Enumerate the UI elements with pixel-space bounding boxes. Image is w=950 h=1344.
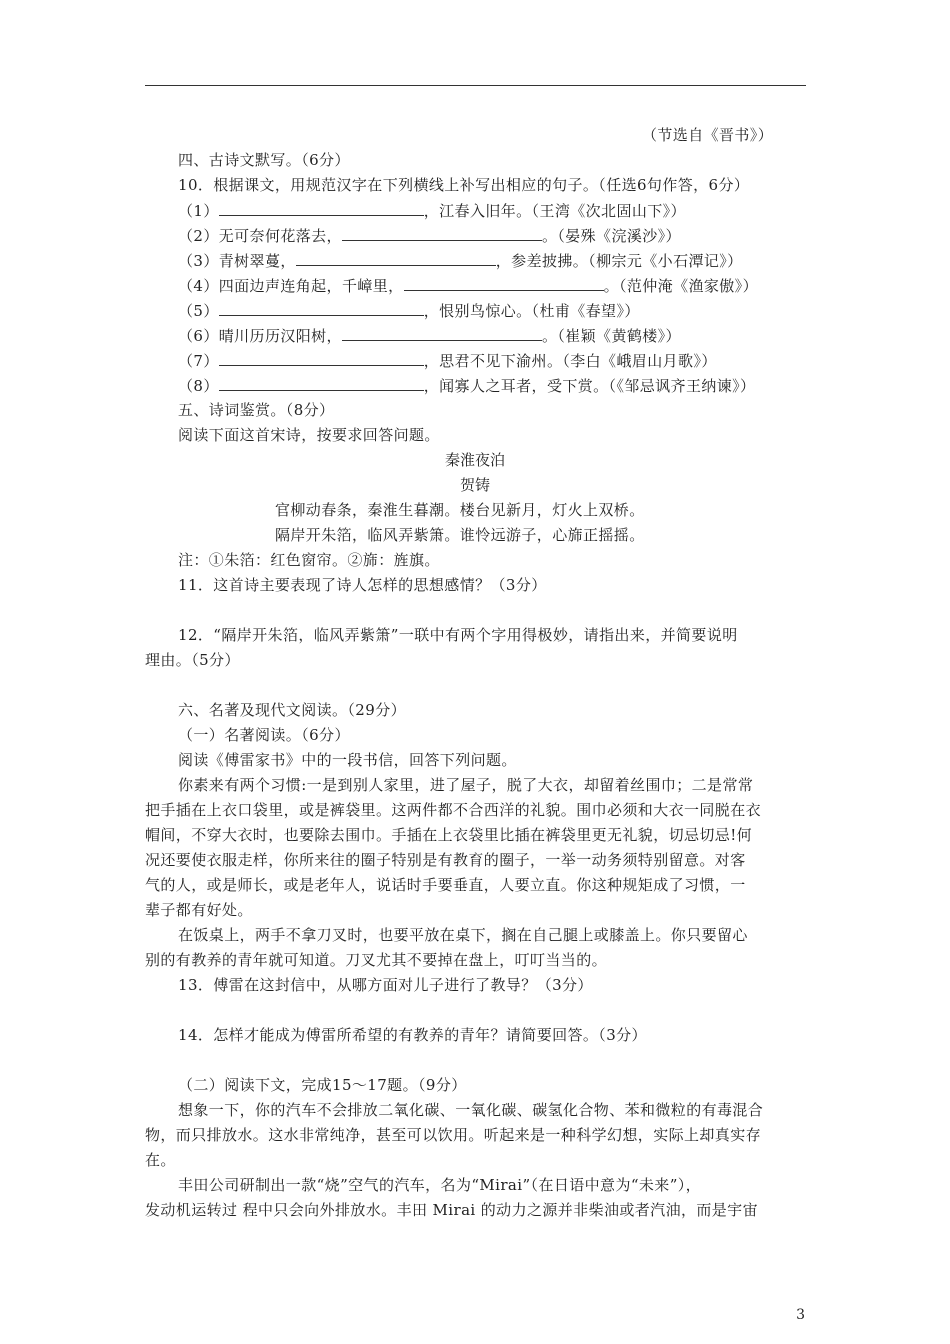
answer-blank[interactable] <box>404 278 604 291</box>
header-rule <box>145 85 806 86</box>
item-text-after: ，闻寡人之耳者，受下赏。（《邹忌讽齐王纳谏》） <box>423 377 756 395</box>
item-number: （4） <box>178 277 219 295</box>
item-number: （2） <box>178 227 219 245</box>
item-text-before: 晴川历历汉阳树， <box>218 327 342 345</box>
subsection-1-title: （一）名著阅读。（6分） <box>178 726 350 744</box>
letter-line: 别的有教养的青年就可知道。刀叉尤其不要掉在盘上，叮叮当当的。 <box>145 951 608 969</box>
letter-line: 在饭桌上，两手不拿刀叉时，也要平放在桌下，搁在自己腿上或膝盖上。你只要留心 <box>178 926 748 944</box>
section-4-title: 四、古诗文默写。（6分） <box>178 151 350 169</box>
question-14: 14．怎样才能成为傅雷所希望的有教养的青年？请简要回答。（3分） <box>178 1026 647 1044</box>
fill-item-6 <box>178 328 681 344</box>
fill-item-7 <box>178 353 717 369</box>
item-text-after: ，思君不见下渝州。（李白《峨眉山月歌》） <box>423 352 717 370</box>
section-5-intro: 阅读下面这首宋诗，按要求回答问题。 <box>178 426 440 444</box>
item-text-after: ，参差披拂。（柳宗元《小石潭记》） <box>495 252 743 270</box>
fill-item-5 <box>178 303 640 319</box>
subsection-1-intro: 阅读《傅雷家书》中的一段书信，回答下列问题。 <box>178 751 517 769</box>
poem-note: 注：①朱箔：红色窗帘。②旆：旌旗。 <box>178 551 440 569</box>
letter-line: 况还要使衣服走样，你所来往的圈子特别是有教育的圈子，一举一动务须特别留意。对客 <box>145 851 746 869</box>
item-number: （5） <box>178 302 219 320</box>
passage-line: 发动机运转过 程中只会向外排放水。丰田 Mirai 的动力之源并非柴油或者汽油，而是宇宙 <box>145 1201 758 1219</box>
poem-title: 秦淮夜泊 <box>444 451 505 469</box>
passage-line: 丰田公司研制出一款“烧”空气的汽车，名为“Mirai”（在日语中意为“未来”）， <box>178 1176 702 1194</box>
answer-blank[interactable] <box>219 303 424 316</box>
letter-line: 把手插在上衣口袋里，或是裤袋里。这两件都不合西洋的礼貌。围巾必须和大衣一同脱在衣 <box>145 801 762 819</box>
item-text-before: 无可奈何花落去， <box>218 227 342 245</box>
answer-blank[interactable] <box>219 203 424 216</box>
question-12-continued: 理由。（5分） <box>145 651 240 669</box>
item-text-before: 四面边声连角起，千嶂里， <box>218 277 404 295</box>
section-6-title: 六、名著及现代文阅读。（29分） <box>178 701 406 719</box>
answer-blank[interactable] <box>342 228 542 241</box>
letter-line: 辈子都有好处。 <box>145 901 253 919</box>
answer-blank[interactable] <box>219 378 424 391</box>
question-10: 10．根据课文，用规范汉字在下列横线上补写出相应的句子。（任选6句作答，6分） <box>178 176 750 194</box>
item-text-after: ，恨别鸟惊心。（杜甫《春望》） <box>423 302 640 320</box>
answer-blank[interactable] <box>219 353 424 366</box>
poem-line: 隔岸开朱箔，临风弄紫箫。谁怜远游子，心旆正摇摇。 <box>275 526 645 544</box>
subsection-2-title: （二）阅读下文，完成15～17题。（9分） <box>178 1076 467 1094</box>
letter-line: 帽间，不穿大衣时，也要除去围巾。手插在上衣袋里比插在裤袋里更无礼貌，切忌切忌!何 <box>145 826 753 844</box>
passage-line: 在。 <box>145 1151 176 1169</box>
fill-item-2 <box>178 228 681 244</box>
fill-item-4 <box>178 278 758 294</box>
question-13: 13．傅雷在这封信中，从哪方面对儿子进行了教导？（3分） <box>178 976 593 994</box>
question-11: 11．这首诗主要表现了诗人怎样的思想感情？（3分） <box>178 576 547 594</box>
fill-item-1 <box>178 203 686 219</box>
item-text-after: 。（范仲淹《渔家傲》） <box>603 277 758 295</box>
answer-blank[interactable] <box>296 253 496 266</box>
item-text-before: 青树翠蔓， <box>218 252 296 270</box>
item-number: （6） <box>178 327 219 345</box>
question-12: 12．“隔岸开朱箔，临风弄紫箫”一联中有两个字用得极妙，请指出来，并简要说明 <box>178 626 738 644</box>
item-text-after: ，江春入旧年。（王湾《次北固山下》） <box>423 202 686 220</box>
item-text-after: 。（崔颖《黄鹤楼》） <box>541 327 681 345</box>
answer-blank[interactable] <box>342 328 542 341</box>
source-citation: （节选自《晋书》） <box>642 126 774 144</box>
passage-line: 想象一下，你的汽车不会排放二氧化碳、一氧化碳、碳氢化合物、苯和微粒的有毒混合 <box>178 1101 764 1119</box>
poem-author: 贺铸 <box>459 476 490 494</box>
fill-item-3 <box>178 253 743 269</box>
fill-item-8 <box>178 378 755 394</box>
passage-line: 物，而只排放水。这水非常纯净，甚至可以饮用。听起来是一种科学幻想，实际上却真实存 <box>145 1126 762 1144</box>
item-number: （3） <box>178 252 219 270</box>
item-number: （7） <box>178 352 219 370</box>
letter-line: 气的人，或是师长，或是老年人，说话时手要垂直，人要立直。你这种规矩成了习惯，一 <box>145 876 746 894</box>
letter-line: 你素来有两个习惯:一是到别人家里，进了屋子，脱了大衣，却留着丝围巾；二是常常 <box>178 776 754 794</box>
section-5-title: 五、诗词鉴赏。（8分） <box>178 401 335 419</box>
page-number: 3 <box>796 1307 805 1323</box>
item-text-after: 。（晏殊《浣溪沙》） <box>541 227 681 245</box>
item-number: （8） <box>178 377 219 395</box>
poem-line: 官柳动春条，秦淮生暮潮。楼台见新月，灯火上双桥。 <box>275 501 645 519</box>
item-number: （1） <box>178 202 219 220</box>
